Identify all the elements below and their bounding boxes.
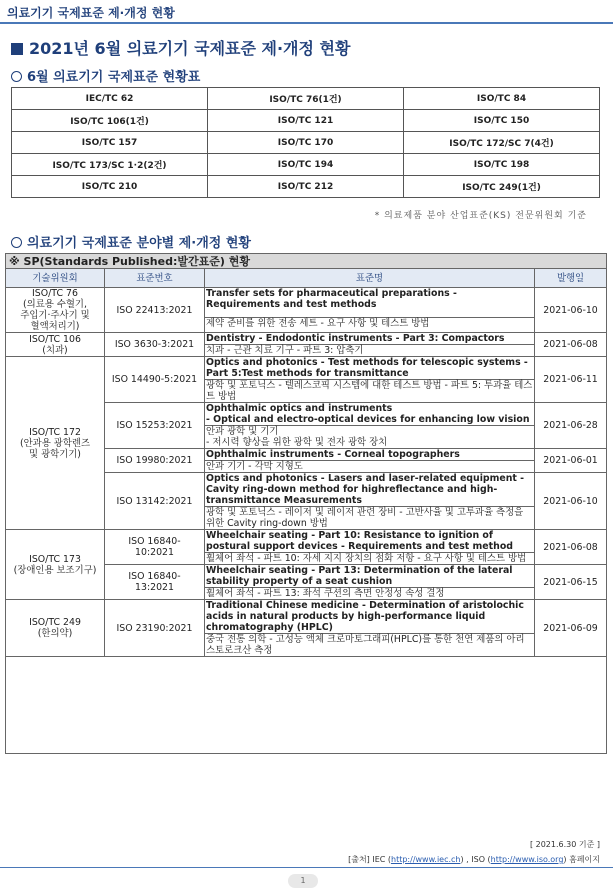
standard-title-ko: 제약 준비를 위한 전송 세트 - 요구 사항 및 테스트 방법: [205, 317, 535, 332]
committee-summary-table: [11, 87, 600, 198]
reference-date: [ 2021.6.30 기준 ]: [529, 840, 600, 849]
standard-title-en: Optics and photonics - Test methods for telescopic systems - Part 5:Test methods for transmittance: [205, 357, 535, 380]
standards-published-table: [5, 253, 607, 754]
publish-date: 2021-06-15: [535, 565, 607, 600]
square-bullet-icon: [11, 43, 23, 55]
standard-title-en: Ophthalmic optics and instruments - Optical and electro-optical devices for enhancing low vision: [205, 403, 535, 426]
table-row: [6, 288, 607, 318]
committee-cell: ISO/TC 76(1건): [208, 88, 404, 110]
col-header-title: 표준명: [205, 269, 535, 288]
publish-date: 2021-06-01: [535, 449, 607, 473]
committee-row: [12, 132, 600, 154]
page-header: [0, 0, 613, 26]
table-row: [6, 357, 607, 380]
committee-name: ISO/TC 249 (한의약): [6, 600, 105, 657]
standard-number: ISO 16840- 13:2021: [105, 565, 205, 600]
publish-date: 2021-06-08: [535, 530, 607, 565]
standard-number: ISO 16840- 10:2021: [105, 530, 205, 565]
committee-row: [12, 110, 600, 132]
committee-name: ISO/TC 173 (장애인용 보조기구): [6, 530, 105, 600]
committee-row: [12, 176, 600, 198]
standard-title-ko: 안과 기기 - 각막 지형도: [205, 461, 535, 473]
committee-cell: ISO/TC 249(1건): [404, 176, 600, 198]
standard-number: ISO 22413:2021: [105, 288, 205, 333]
page-number: 1: [288, 874, 318, 888]
standard-title-en: Dentistry - Endodontic instruments - Part 3: Compactors: [205, 333, 535, 345]
committee-name: ISO/TC 106 (치과): [6, 333, 105, 357]
standard-number: ISO 19980:2021: [105, 449, 205, 473]
committee-cell: ISO/TC 212: [208, 176, 404, 198]
standard-title-en: Optics and photonics - Lasers and laser-related equipment - Cavity ring-down method for highreflectance and high-transmittance Measurements: [205, 473, 535, 507]
standard-title-ko: 치과 - 근관 치료 기구 - 파트 3: 압축기: [205, 345, 535, 357]
source-line: [348, 854, 600, 865]
circle-bullet-icon: [11, 71, 22, 82]
committee-cell: ISO/TC 194: [208, 154, 404, 176]
standard-title-ko: 중국 전통 의학 - 고성능 액체 크로마토그래피(HPLC)를 통한 천연 제품의 아리스토로크산 측정: [205, 634, 535, 657]
table-row: [6, 530, 607, 553]
main-title: [11, 36, 350, 59]
source-mid: ) , ISO (: [460, 855, 491, 864]
committee-cell: ISO/TC 173/SC 1·2(2건): [12, 154, 208, 176]
col-header-date: 발행일: [535, 269, 607, 288]
publish-date: 2021-06-09: [535, 600, 607, 657]
section2-heading-text: 의료기기 국제표준 분야별 제·개정 현황: [27, 236, 251, 251]
standard-number: ISO 15253:2021: [105, 403, 205, 449]
committee-row: [12, 88, 600, 110]
col-header-committee: 기술위원회: [6, 269, 105, 288]
committee-cell: ISO/TC 121: [208, 110, 404, 132]
standard-title-ko: 안과 광학 및 기기 - 저시력 향상을 위한 광학 및 전자 광학 장치: [205, 426, 535, 449]
committee-cell: ISO/TC 172/SC 7(4건): [404, 132, 600, 154]
standard-title-ko: 광학 및 포토닉스 - 텔레스코픽 시스템에 대한 테스트 방법 - 파트 5: 투과율 테스트 방법: [205, 380, 535, 403]
committee-name: ISO/TC 76 (의료용 수혈기, 주입기·주사기 및 혈액처리기): [6, 288, 105, 333]
committee-cell: ISO/TC 106(1건): [12, 110, 208, 132]
committee-cell: ISO/TC 84: [404, 88, 600, 110]
standard-number: ISO 3630-3:2021: [105, 333, 205, 357]
source-prefix: [출처] IEC (: [348, 855, 391, 864]
footer-divider: [0, 867, 613, 868]
source-suffix: ) 홈페이지: [563, 855, 600, 864]
standard-title-en: Wheelchair seating - Part 10: Resistance to ignition of postural support devices - Requirements and test method: [205, 530, 535, 553]
standard-title-ko: 휠체어 좌석 - 파트 13: 좌석 쿠션의 측면 안정성 속성 결정: [205, 588, 535, 600]
committee-row: [12, 154, 600, 176]
standard-number: ISO 23190:2021: [105, 600, 205, 657]
committee-name: ISO/TC 172 (안과용 광학렌즈 및 광학기기): [6, 357, 105, 530]
standard-number: ISO 13142:2021: [105, 473, 205, 530]
publish-date: 2021-06-08: [535, 333, 607, 357]
empty-row: [6, 657, 607, 754]
section1-heading: [11, 66, 200, 85]
standard-title-en: Ophthalmic instruments - Corneal topographers: [205, 449, 535, 461]
publish-date: 2021-06-11: [535, 357, 607, 403]
publish-date: 2021-06-10: [535, 288, 607, 333]
committee-cell: ISO/TC 157: [12, 132, 208, 154]
standard-title-en: Wheelchair seating - Part 13: Determination of the lateral stability property of a seat cushion: [205, 565, 535, 588]
standard-title-ko: 휠체어 좌석 - 파트 10: 자세 지지 장치의 점화 저항 - 요구 사항 및 테스트 방법: [205, 553, 535, 565]
committee-cell: IEC/TC 62: [12, 88, 208, 110]
standard-title-en: Traditional Chinese medicine - Determination of aristolochic acids in natural products by high-performance liquid chromatography (HPLC): [205, 600, 535, 634]
standard-number: ISO 14490-5:2021: [105, 357, 205, 403]
empty-cell: [6, 657, 607, 754]
header-divider: [0, 22, 613, 24]
committee-cell: ISO/TC 198: [404, 154, 600, 176]
section1-heading-text: 6월 의료기기 국제표준 현황표: [27, 70, 201, 85]
committee-note: * 의료제품 분야 산업표준(KS) 전문위원회 기준: [374, 211, 587, 221]
circle-bullet-icon: [11, 237, 22, 248]
standard-title-ko: 광학 및 포토닉스 - 레이저 및 레이저 관련 장비 - 고반사율 및 고투과율 측정을 위한 Cavity ring-down 방법: [205, 507, 535, 530]
sp-band-label: ※ SP(Standards Published:발간표준) 현황: [6, 254, 607, 269]
table-row: [6, 600, 607, 634]
iec-link[interactable]: http://www.iec.ch: [391, 855, 461, 864]
main-title-text: 2021년 6월 의료기기 국제표준 제·개정 현황: [29, 39, 351, 58]
iso-link[interactable]: http://www.iso.org: [490, 855, 564, 864]
committee-cell: ISO/TC 210: [12, 176, 208, 198]
standard-title-en: Transfer sets for pharmaceutical preparations - Requirements and test methods: [205, 288, 535, 318]
committee-cell: ISO/TC 170: [208, 132, 404, 154]
header-title: 의료기기 국제표준 제·개정 현황: [7, 6, 175, 20]
publish-date: 2021-06-28: [535, 403, 607, 449]
section2-heading: [11, 232, 251, 251]
committee-cell: ISO/TC 150: [404, 110, 600, 132]
publish-date: 2021-06-10: [535, 473, 607, 530]
col-header-number: 표준번호: [105, 269, 205, 288]
table-row: [6, 333, 607, 345]
